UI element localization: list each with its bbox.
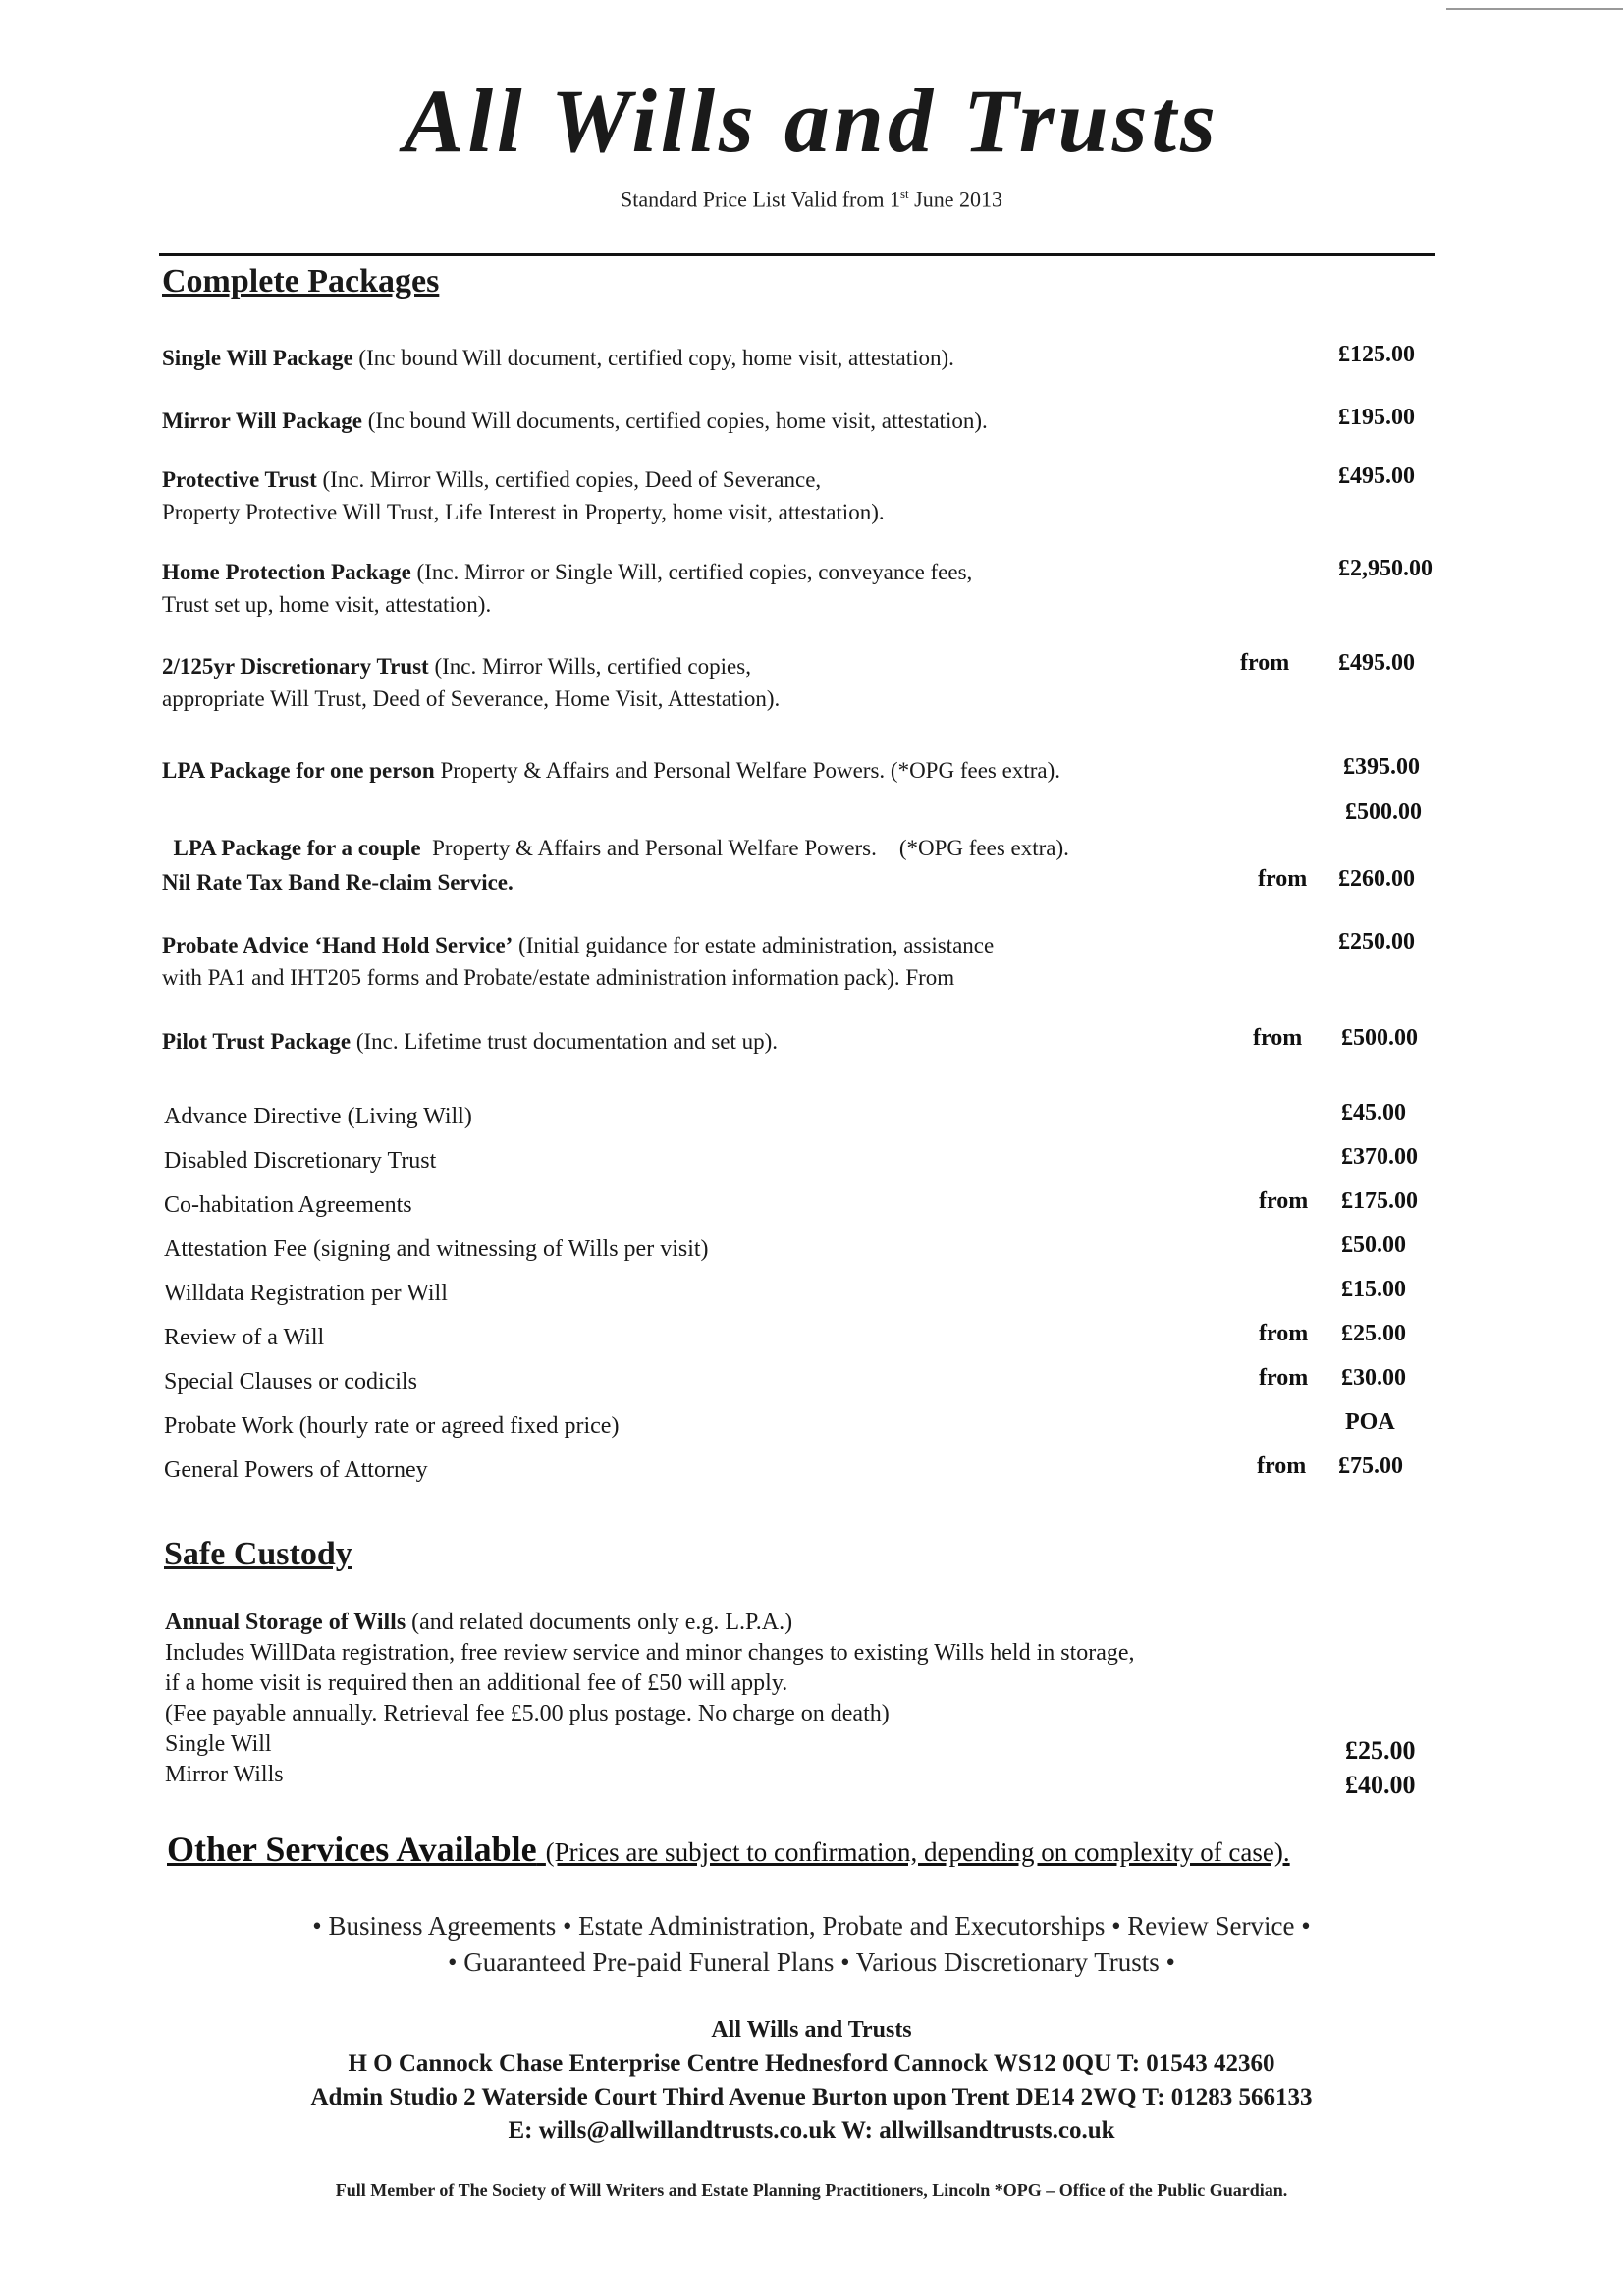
storage-option-label: Single Will [165,1731,272,1757]
package-price: £395.00 [1343,754,1420,780]
package-price: £125.00 [1338,342,1415,367]
package-item [162,866,514,899]
from-label: from [1259,1188,1309,1214]
storage-title: Annual Storage of Wills [165,1610,406,1635]
package-price: £495.00 [1338,464,1415,489]
header-divider [159,253,1435,256]
page-subtitle [0,187,1623,212]
from-label: from [1253,1025,1303,1051]
service-label: Review of a Will [164,1325,325,1350]
package-item [162,405,988,437]
package-name: Mirror Will Package [162,409,362,433]
subtitle-text: Standard Price List Valid from 1 [621,187,900,212]
scan-edge-line [1446,8,1623,10]
section-heading-complete-packages: Complete Packages [162,263,440,300]
package-price: £495.00 [1338,650,1415,676]
from-label: from [1257,1453,1307,1479]
package-name: Home Protection Package [162,560,411,584]
service-price: £45.00 [1341,1100,1406,1125]
package-name: Protective Trust [162,467,317,492]
storage-line: (Fee payable annually. Retrieval fee £5.00 plus postage. No charge on death) [165,1701,890,1726]
service-price: £370.00 [1341,1144,1418,1170]
package-desc: (Inc. Lifetime trust documentation and set up). [351,1029,779,1054]
from-label: from [1259,1321,1309,1346]
package-name: Pilot Trust Package [162,1029,352,1054]
subtitle-date: June 2013 [908,187,1002,212]
service-price: £30.00 [1341,1365,1406,1391]
subtitle-superscript: st [899,187,909,201]
package-item [162,464,885,528]
package-item [162,929,994,994]
package-desc: (Inc. Mirror Wills, certified copies, Deed of Severance, [316,467,822,492]
package-price: £195.00 [1338,405,1415,430]
package-desc: (Inc. Mirror or Single Will, certified copies, conveyance fees, [410,560,973,584]
contact-line: H O Cannock Chase Enterprise Centre Hednesford Cannock WS12 0QU T: 01543 42360 [348,2050,1275,2077]
package-desc-line2: Trust set up, home visit, attestation). [162,592,492,617]
package-price: £2,950.00 [1338,556,1433,581]
package-desc-line2: with PA1 and IHT205 forms and Probate/estate administration information pack). From [162,965,955,990]
service-label: Probate Work (hourly rate or agreed fixed price) [164,1413,620,1439]
service-price: £25.00 [1341,1321,1406,1346]
package-name: 2/125yr Discretionary Trust [162,654,429,679]
package-name: LPA Package for a couple [173,836,421,860]
package-desc-line2: appropriate Will Trust, Deed of Severance, Home Visit, Attestation). [162,686,781,711]
package-price: £260.00 [1338,866,1415,892]
package-desc: Property & Affairs and Personal Welfare Powers. (*OPG fees extra). [420,836,1069,860]
package-desc-line2: Property Protective Will Trust, Life Interest in Property, home visit, attestation). [162,500,885,524]
service-label: General Powers of Attorney [164,1457,428,1483]
service-label: Co-habitation Agreements [164,1192,412,1218]
footer-note: Full Member of The Society of Will Writers and Estate Planning Practitioners, Lincoln *OPG – Office of the Public Guardian. [335,2180,1288,2200]
storage-line: Includes WillData registration, free review service and minor changes to existing Wills held in storage, [165,1640,1135,1666]
service-label: Special Clauses or codicils [164,1369,417,1394]
other-services-note: (Prices are subject to confirmation, depending on complexity of case). [545,1837,1290,1867]
package-price: £250.00 [1338,929,1415,955]
package-price: £500.00 [1345,799,1422,825]
package-price: £500.00 [1341,1025,1418,1051]
service-price: £75.00 [1338,1453,1403,1479]
package-name: Probate Advice ‘Hand Hold Service’ [162,933,514,957]
storage-option-price: £25.00 [1345,1736,1416,1765]
other-services-title: Other Services Available [167,1830,537,1869]
section-heading-safe-custody: Safe Custody [164,1536,352,1572]
services-line: • Guaranteed Pre-paid Funeral Plans • Various Discretionary Trusts • [448,1947,1175,1977]
package-name: Nil Rate Tax Band Re-claim Service. [162,870,514,895]
package-item [162,556,972,621]
service-label: Disabled Discretionary Trust [164,1148,437,1174]
from-label: from [1258,866,1308,892]
safe-custody-block [165,1608,1135,1790]
package-desc: (Inc. Mirror Wills, certified copies, [428,654,751,679]
storage-title-note: (and related documents only e.g. L.P.A.) [406,1610,793,1635]
package-item [162,650,780,715]
storage-line: if a home visit is required then an additional fee of £50 will apply. [165,1670,788,1696]
service-label: Attestation Fee (signing and witnessing of Wills per visit) [164,1236,709,1262]
service-price: £175.00 [1341,1188,1418,1214]
package-name: LPA Package for one person [162,758,435,783]
package-name: Single Will Package [162,346,353,370]
service-price: £50.00 [1341,1232,1406,1258]
contact-line: Admin Studio 2 Waterside Court Third Avenue Burton upon Trent DE14 2WQ T: 01283 566133 [310,2084,1313,2110]
package-desc: (Initial guidance for estate administration, assistance [513,933,995,957]
services-line: • Business Agreements • Estate Administration, Probate and Executorships • Review Service • [312,1911,1311,1941]
from-label: from [1240,650,1290,676]
package-item [162,754,1060,787]
service-price: £15.00 [1341,1277,1406,1302]
package-desc: (Inc bound Will documents, certified copies, home visit, attestation). [362,409,988,433]
section-heading-other-services [167,1829,1290,1870]
page-title: All Wills and Trusts [404,71,1219,171]
package-desc: (Inc bound Will document, certified copy, home visit, attestation). [352,346,954,370]
package-desc: Property & Affairs and Personal Welfare Powers. (*OPG fees extra). [434,758,1060,783]
contact-company: All Wills and Trusts [711,2017,912,2043]
service-label: Willdata Registration per Will [164,1281,448,1306]
storage-option-label: Mirror Wills [165,1762,284,1787]
package-item [162,799,1069,864]
from-label: from [1259,1365,1309,1391]
storage-option-price: £40.00 [1345,1771,1416,1799]
package-item [162,1025,778,1058]
service-label: Advance Directive (Living Will) [164,1104,472,1129]
contact-line: E: wills@allwillandtrusts.co.uk W: allwillsandtrusts.co.uk [508,2117,1115,2144]
package-item [162,342,954,374]
service-price: POA [1345,1409,1395,1435]
